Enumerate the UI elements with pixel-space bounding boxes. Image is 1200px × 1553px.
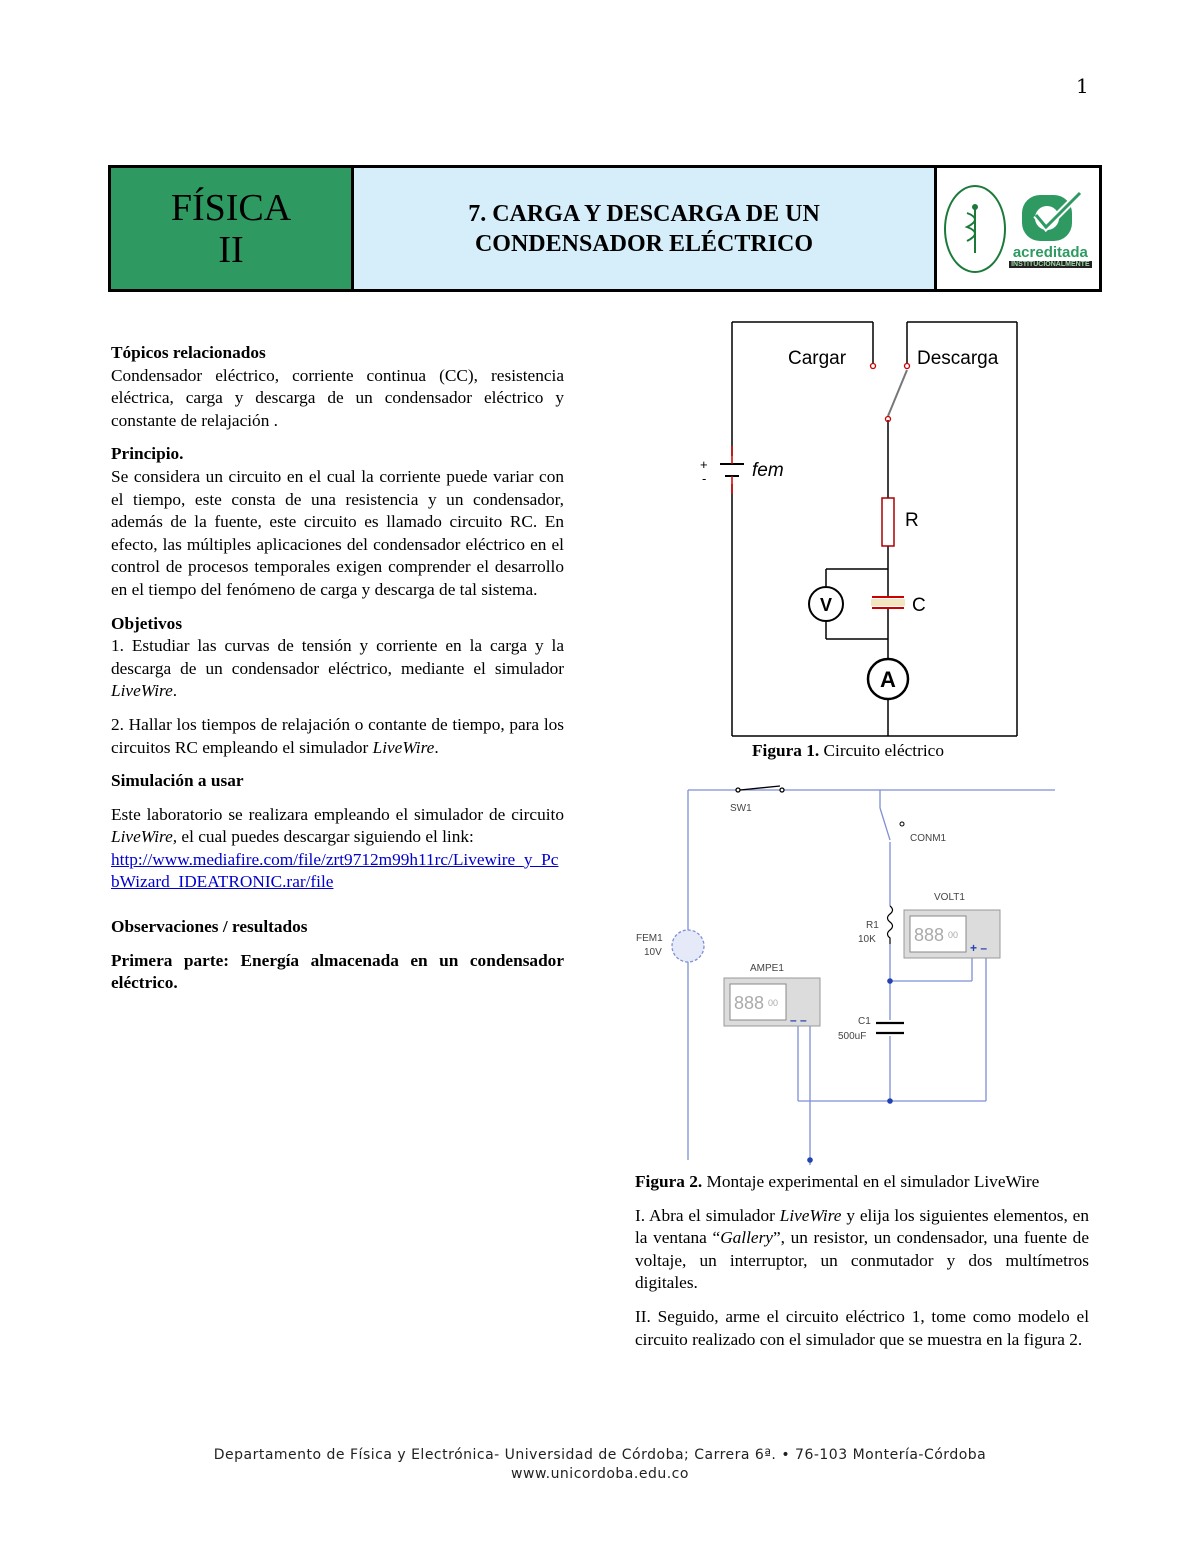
simulation-text bbox=[111, 804, 564, 894]
logo-subtext: INSTITUCIONALMENTE bbox=[1011, 261, 1090, 268]
logos bbox=[937, 168, 1099, 289]
cargar-label: Cargar bbox=[788, 348, 847, 369]
logo-text: acreditada bbox=[1012, 244, 1088, 261]
title-line1: 7. CARGA Y DESCARGA DE UN bbox=[468, 200, 820, 227]
r1-value: 10K bbox=[858, 934, 876, 945]
volt1-display: 888 bbox=[914, 925, 945, 945]
resistor-symbol bbox=[882, 498, 894, 546]
principle-text: Se considera un circuito en el cual la corriente puede variar con el tiempo, este consta de una resistencia y un condensador, además de la fuente, este circuito es llamado circuito RC. En efecto, las múltiples aplicaciones del condensador eléctrico en el control de procesos temporales exigen comprender el desarrollo en el tiempo del fenómeno de carga y descarga de tal sistema. bbox=[111, 466, 564, 599]
voltmeter-label: V bbox=[819, 595, 833, 615]
conm1-label: CONM1 bbox=[910, 833, 947, 844]
page-footer bbox=[0, 1446, 1200, 1484]
figure2-caption-text: Montaje experimental en el simulador LiveWire bbox=[702, 1172, 1040, 1191]
checkmark-icon bbox=[1016, 189, 1084, 245]
fem-label: fem bbox=[752, 460, 784, 481]
download-link[interactable]: http://www.mediafire.com/file/zrt9712m99h11rc/Livewire_y_PcbWizard_IDEATRONIC.rar/file bbox=[111, 849, 559, 892]
resistor-label: R bbox=[905, 510, 919, 531]
ampe1-display-small: 00 bbox=[768, 998, 779, 1008]
ampe1-terminals: – – bbox=[790, 1013, 807, 1027]
ampe1-display: 888 bbox=[734, 993, 765, 1013]
step-1-gallery: Gallery bbox=[720, 1228, 773, 1248]
objective-2-end: . bbox=[434, 737, 439, 757]
battery-minus-label: - bbox=[702, 471, 707, 486]
step-1 bbox=[635, 1205, 1089, 1295]
objective-2 bbox=[111, 714, 564, 759]
figure1-circuit-diagram bbox=[700, 318, 1030, 740]
observations-heading: Observaciones / resultados bbox=[111, 917, 308, 937]
step-1-software: LiveWire bbox=[779, 1205, 842, 1225]
principle-heading: Principio. bbox=[111, 444, 184, 464]
title-box bbox=[354, 168, 937, 289]
topics-heading: Tópicos relacionados bbox=[111, 343, 266, 362]
figure2-caption-label: Figura 2. bbox=[635, 1172, 703, 1191]
capacitor-label: C bbox=[912, 595, 926, 616]
contact-cargar bbox=[871, 364, 876, 369]
simulation-text-a: Este laboratorio se realizara empleando el simulador de circuito bbox=[111, 804, 564, 824]
c1-label: C1 bbox=[858, 1016, 871, 1027]
figure1-caption bbox=[752, 741, 944, 761]
step-2: II. Seguido, arme el circuito eléctrico 1, tome como modelo el circuito realizado con el simulador que se muestra en la figura 2. bbox=[635, 1306, 1089, 1349]
simulation-text-c: el cual puedes descargar siguiendo el link: bbox=[177, 827, 474, 847]
page-number: 1 bbox=[1076, 74, 1089, 98]
sw1-label: SW1 bbox=[730, 803, 752, 814]
ampe1-label: AMPE1 bbox=[750, 963, 784, 974]
step-1-c: y elija los siguientes elementos, en la ventana “ bbox=[635, 1205, 1089, 1248]
subject-line1: FÍSICA bbox=[170, 186, 292, 229]
r1-resistor bbox=[888, 906, 893, 944]
objective-1 bbox=[111, 635, 564, 703]
figure1-caption-label: Figura 1. bbox=[752, 741, 820, 760]
left-column bbox=[111, 342, 564, 995]
volt1-terminals: + – bbox=[970, 941, 988, 955]
objectives-heading: Objetivos bbox=[111, 613, 183, 633]
university-seal-icon bbox=[944, 185, 1006, 273]
volt1-label: VOLT1 bbox=[934, 892, 965, 903]
footer-address: Departamento de Física y Electrónica- Universidad de Córdoba; Carrera 6ª. • 76-103 Montería-Córdoba bbox=[213, 1447, 987, 1463]
ammeter-label: A bbox=[880, 667, 896, 692]
battery-plus-label: + bbox=[700, 457, 708, 472]
header-banner bbox=[108, 165, 1102, 292]
subject-line2: II bbox=[218, 228, 244, 271]
figure1-caption-text: Circuito eléctrico bbox=[819, 741, 944, 760]
part1-heading: Primera parte: Energía almacenada en un condensador eléctrico. bbox=[111, 950, 564, 993]
accreditation-logo bbox=[1009, 189, 1092, 268]
fem1-source bbox=[672, 930, 704, 962]
contact-descarga bbox=[905, 364, 910, 369]
fem1-label: FEM1 bbox=[636, 933, 663, 944]
figure2-livewire-simulation bbox=[630, 778, 1065, 1168]
title-line2: CONDENSADOR ELÉCTRICO bbox=[474, 230, 814, 257]
objective-1-text: 1. Estudiar las curvas de tensión y corriente en la carga y la descarga de un condensador eléctrico, mediante el simulador bbox=[111, 636, 564, 678]
step-1-e: ”, un resistor, un condensador, una fuente de voltaje, un interruptor, un conmutador y dos multímetros digitales. bbox=[635, 1228, 1089, 1293]
right-column bbox=[635, 1171, 1089, 1351]
volt1-display-small: 00 bbox=[948, 930, 959, 940]
simulation-heading: Simulación a usar bbox=[111, 771, 244, 791]
c1-value: 500uF bbox=[838, 1031, 867, 1042]
topics-text: Condensador eléctrico, corriente continua (CC), resistencia eléctrica, carga y descarga de un condensador eléctrico y constante de relajación . bbox=[111, 365, 564, 430]
descarga-label: Descarga bbox=[917, 348, 999, 369]
figure2-caption bbox=[635, 1171, 1089, 1194]
step-1-a: I. Abra el simulador bbox=[635, 1205, 780, 1225]
simulation-software: LiveWire, bbox=[111, 827, 178, 847]
objective-1-end: . bbox=[172, 681, 178, 701]
fem1-value: 10V bbox=[644, 947, 662, 958]
objective-2-text: 2. Hallar los tiempos de relajación o contante de tiempo, para los circuitos RC empleando el simulador bbox=[111, 714, 564, 757]
footer-website: www.unicordoba.edu.co bbox=[511, 1466, 689, 1482]
objective-1-software: LiveWire bbox=[111, 681, 173, 701]
switch-lever bbox=[888, 370, 907, 416]
r1-label: R1 bbox=[866, 920, 879, 931]
objective-2-software: LiveWire bbox=[372, 737, 435, 757]
subject-box bbox=[111, 168, 354, 289]
